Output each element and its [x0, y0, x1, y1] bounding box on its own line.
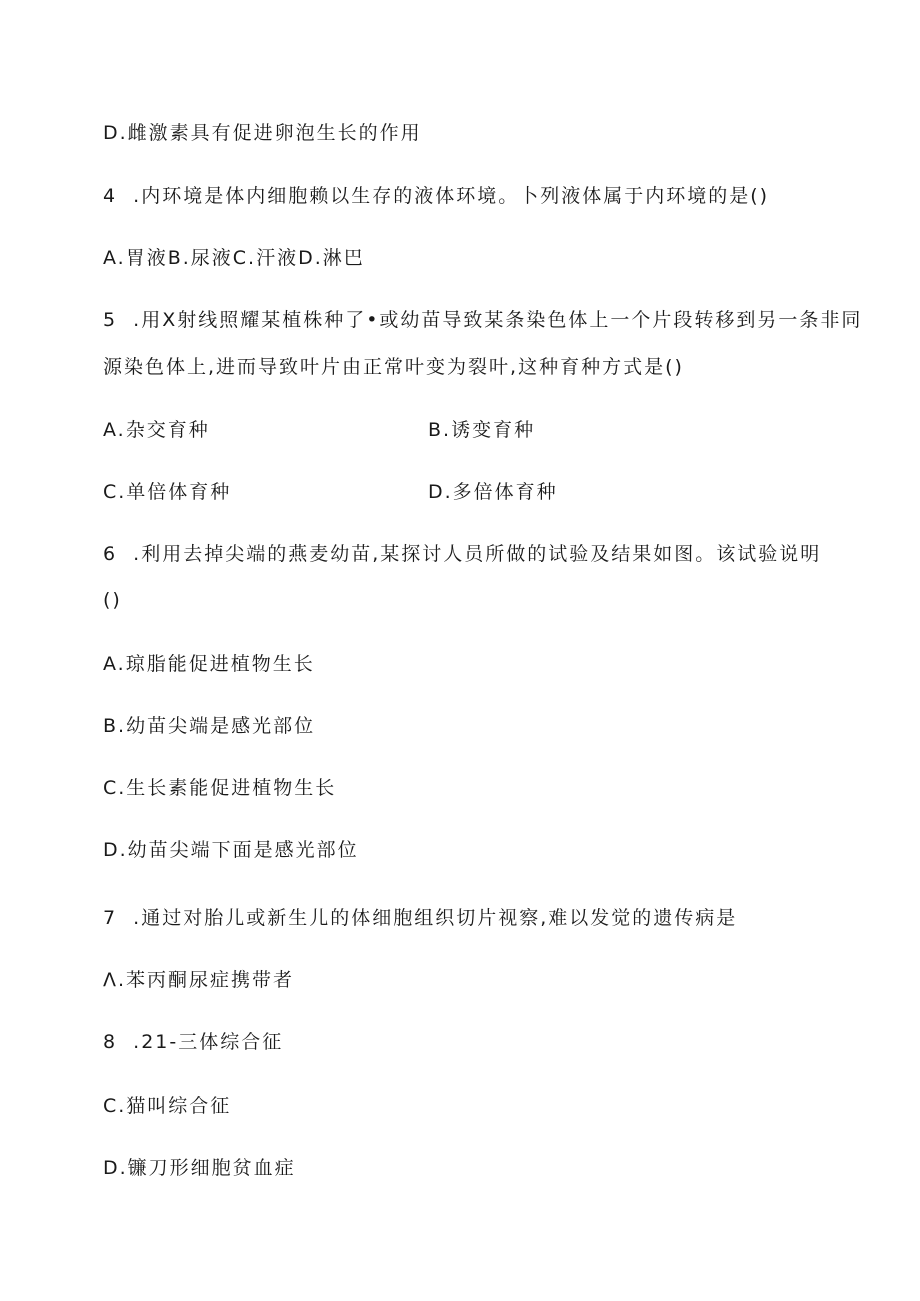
- question-8-option-c: C.猫叫综合征: [103, 1095, 232, 1117]
- question-6-line-2: (): [103, 589, 122, 611]
- question-6-option-b: B.幼苗尖端是感光部位: [103, 715, 316, 737]
- question-5-line-2: 源染色体上,进而导致叶片由正常叶变为裂叶,这种育种方式是(): [103, 356, 684, 378]
- option-a-hybrid: A.杂交育种: [103, 419, 210, 441]
- question-4: 4 .内环境是体内细胞赖以生存的液体环境。卜列液体属于内环境的是(): [103, 185, 770, 207]
- option-c-haploid: C.单倍体育种: [103, 481, 232, 503]
- question-6-option-a: A.琼脂能促进植物生长: [103, 653, 315, 675]
- question-8-option-d: D.镰刀形细胞贫血症: [103, 1157, 296, 1179]
- question-4-options: A.胃液B.尿液C.汗液D.淋巴: [103, 247, 365, 269]
- option-d-polyploid: D.多倍体育种: [428, 481, 558, 503]
- question-6-option-d: D.幼苗尖端下面是感光部位: [103, 839, 359, 861]
- question-8: 8 .21-三体综合征: [103, 1031, 284, 1053]
- question-6-option-c: C.生长素能促进植物生长: [103, 777, 337, 799]
- question-6-line-1: 6 .利用去掉尖端的燕麦幼苗,某探讨人员所做的试验及结果如图。该试验说明: [103, 543, 822, 565]
- question-5-options-row-2: [103, 480, 558, 504]
- question-7: 7 .通过对胎儿或新生儿的体细胞组织切片视察,难以发觉的遗传病是: [103, 907, 738, 929]
- option-b-mutation: B.诱变育种: [428, 419, 536, 441]
- option-d-estrogen: D.雌激素具有促进卵泡生长的作用: [103, 122, 422, 144]
- question-5-options-row-1: [103, 418, 536, 442]
- question-7-option-a: Λ.苯丙酮尿症携带者: [103, 969, 295, 991]
- question-5-line-1: 5 .用X射线照耀某植株种了•或幼苗导致某条染色体上一个片段转移到另一条非同: [103, 309, 863, 331]
